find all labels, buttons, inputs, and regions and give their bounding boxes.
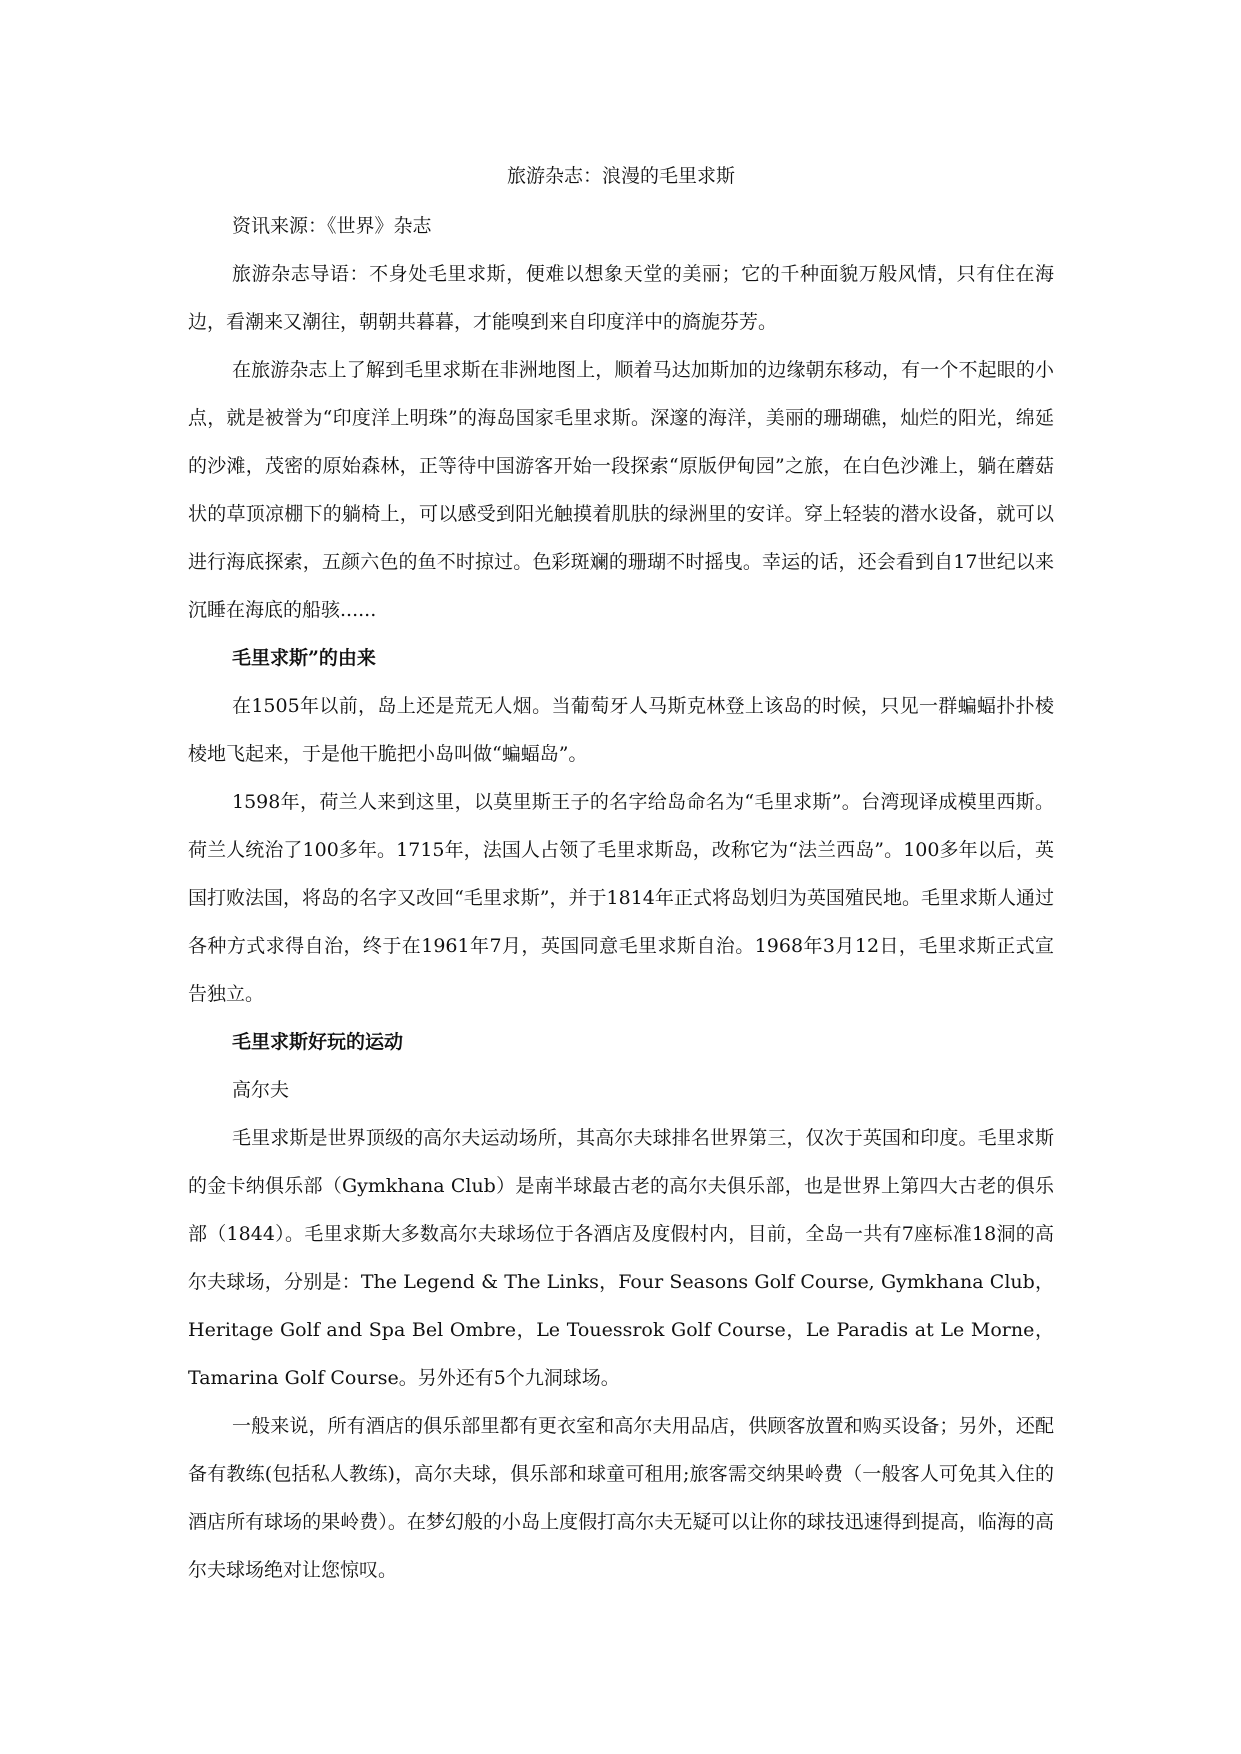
subheading-golf: 高尔夫 — [232, 1079, 290, 1101]
paragraph-golf-courses: 毛里求斯是世界顶级的高尔夫运动场所，其高尔夫球排名世界第三，仅次于英国和印度。毛里求斯的金卡纳俱乐部（Gymkhana Club）是南半球最古老的高尔夫俱乐部，也是世界上第四大古老的俱乐部（1844）。毛里求斯大多数高尔夫球场位于各酒店及度假村内，目前，全岛一共有7座标准18洞的高尔夫球场，分别是：The Legend & The Links，Four Seasons Golf Course, Gymkhana Club，Heritage Golf and Spa Bel Ombre，Le Touessrok Golf Course，Le Paradis at Le Morne，Tamarina Golf Course。另外还有5个九洞球场。 — [188, 1127, 1054, 1389]
document-page — [188, 156, 1054, 1594]
intro-paragraph: 旅游杂志导语：不身处毛里求斯，便难以想象天堂的美丽；它的千种面貌万般风情，只有住在海边，看潮来又潮往，朝朝共暮暮，才能嗅到来自印度洋中的旖旎芬芳。 — [188, 263, 1054, 333]
paragraph-bat-island: 在1505年以前，岛上还是荒无人烟。当葡萄牙人马斯克林登上该岛的时候，只见一群蝙蝠扑扑棱棱地飞起来，于是他干脆把小岛叫做“蝙蝠岛”。 — [188, 695, 1054, 765]
paragraph-history: 1598年，荷兰人来到这里，以莫里斯王子的名字给岛命名为“毛里求斯”。台湾现译成模里西斯。荷兰人统治了100多年。1715年，法国人占领了毛里求斯岛，改称它为“法兰西岛”。100多年以后，英国打败法国，将岛的名字又改回“毛里求斯”，并于1814年正式将岛划归为英国殖民地。毛里求斯人通过各种方式求得自治，终于在1961年7月，英国同意毛里求斯自治。1968年3月12日，毛里求斯正式宣告独立。 — [188, 791, 1054, 1005]
paragraph-location: 在旅游杂志上了解到毛里求斯在非洲地图上，顺着马达加斯加的边缘朝东移动，有一个不起眼的小点，就是被誉为“印度洋上明珠”的海岛国家毛里求斯。深邃的海洋，美丽的珊瑚礁，灿烂的阳光，绵延的沙滩，茂密的原始森林，正等待中国游客开始一段探索“原版伊甸园”之旅，在白色沙滩上，躺在蘑菇状的草顶凉棚下的躺椅上，可以感受到阳光触摸着肌肤的绿洲里的安详。穿上轻装的潜水设备，就可以进行海底探索，五颜六色的鱼不时掠过。色彩斑斓的珊瑚不时摇曳。幸运的话，还会看到自17世纪以来沉睡在海底的船骇...... — [188, 359, 1054, 621]
section-heading-sports: 毛里求斯好玩的运动 — [232, 1031, 404, 1053]
section-heading-origin: 毛里求斯”的由来 — [232, 647, 376, 669]
paragraph-golf-facilities: 一般来说，所有酒店的俱乐部里都有更衣室和高尔夫用品店，供顾客放置和购买设备；另外，还配备有教练(包括私人教练)，高尔夫球，俱乐部和球童可租用;旅客需交纳果岭费（一般客人可免其入住的酒店所有球场的果岭费）。在梦幻般的小岛上度假打高尔夫无疑可以让你的球技迅速得到提高，临海的高尔夫球场绝对让您惊叹。 — [188, 1415, 1054, 1581]
document-title: 旅游杂志：浪漫的毛里求斯 — [506, 165, 735, 187]
source-line: 资讯来源：《世界》杂志 — [232, 215, 432, 237]
